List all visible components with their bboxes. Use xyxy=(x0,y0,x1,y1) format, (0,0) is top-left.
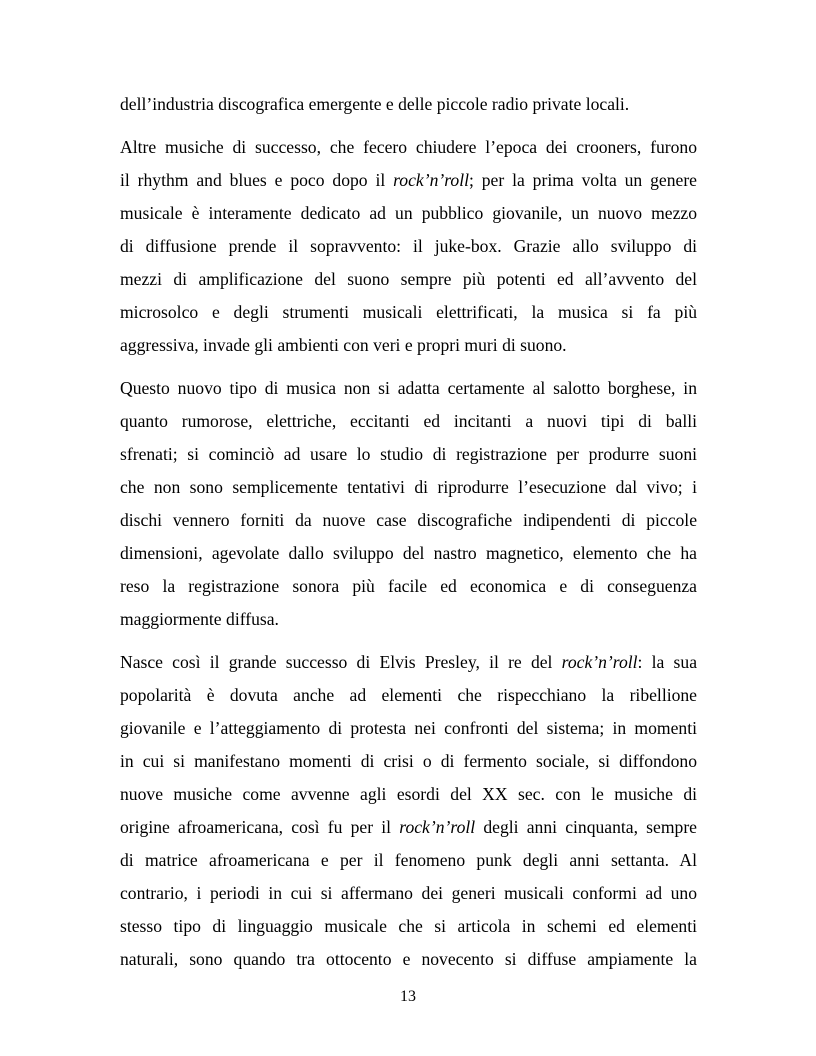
paragraph xyxy=(120,88,697,121)
text-line: dell’industria discografica emergente e delle piccole radio private locali. xyxy=(120,94,630,114)
text-line: microsolco e degli strumenti musicali elettrificati, la musica si fa più xyxy=(120,302,697,322)
text-line: quanto rumorose, elettriche, eccitanti ed incitanti a nuovi tipi di balli xyxy=(120,411,697,431)
text-line: in cui si manifestano momenti di crisi o di fermento sociale, si diffondono xyxy=(120,751,697,771)
italic-term: rock’n’roll xyxy=(561,652,638,672)
text-line: nuove musiche come avvenne agli esordi del XX sec. con le musiche di xyxy=(120,784,697,804)
text-line: dimensioni, agevolate dallo sviluppo del nastro magnetico, elemento che ha xyxy=(120,543,697,563)
text-line xyxy=(120,646,697,679)
text-line: popolarità è dovuta anche ad elementi che rispecchiano la ribellione xyxy=(120,685,697,705)
page-number: 13 xyxy=(400,988,416,1005)
text-line: aggressiva, invade gli ambienti con veri e propri muri di suono. xyxy=(120,335,567,355)
italic-term: rock’n’roll xyxy=(399,817,476,837)
paragraph xyxy=(120,372,697,636)
text-line: musicale è interamente dedicato ad un pubblico giovanile, un nuovo mezzo xyxy=(120,203,697,223)
text-run: Nasce così il grande successo di Elvis Presley, il re del xyxy=(120,652,562,672)
text-line: Questo nuovo tipo di musica non si adatta certamente al salotto borghese, in xyxy=(120,378,697,398)
document-body xyxy=(120,88,697,976)
text-run: : la sua xyxy=(637,652,697,672)
text-line: maggiormente diffusa. xyxy=(120,609,279,629)
text-line: stesso tipo di linguaggio musicale che si articola in schemi ed elementi xyxy=(120,916,697,936)
text-run: degli anni cinquanta, sempre xyxy=(475,817,697,837)
text-line: di matrice afroamericana e per il fenomeno punk degli anni settanta. Al xyxy=(120,850,697,870)
paragraph xyxy=(120,646,697,976)
text-line: mezzi di amplificazione del suono sempre più potenti ed all’avvento del xyxy=(120,269,697,289)
text-line xyxy=(120,811,697,844)
paragraph xyxy=(120,131,697,362)
text-run: il rhythm and blues e poco dopo il xyxy=(120,170,394,190)
text-run: ; per la prima volta un genere xyxy=(469,170,697,190)
text-line: sfrenati; si cominciò ad usare lo studio di registrazione per produrre suoni xyxy=(120,444,697,464)
text-line: Altre musiche di successo, che fecero chiudere l’epoca dei crooners, furono xyxy=(120,137,697,157)
text-line: naturali, sono quando tra ottocento e novecento si diffuse ampiamente la xyxy=(120,949,697,969)
italic-term: rock’n’roll xyxy=(393,170,469,190)
text-line: contrario, i periodi in cui si affermano dei generi musicali conformi ad uno xyxy=(120,883,697,903)
text-line: dischi vennero forniti da nuove case discografiche indipendenti di piccole xyxy=(120,510,697,530)
text-line xyxy=(120,164,697,197)
text-line: reso la registrazione sonora più facile ed economica e di conseguenza xyxy=(120,576,697,596)
text-run: origine afroamericana, così fu per il xyxy=(120,817,400,837)
text-line: che non sono semplicemente tentativi di riprodurre l’esecuzione dal vivo; i xyxy=(120,477,697,497)
text-line: di diffusione prende il sopravvento: il juke-box. Grazie allo sviluppo di xyxy=(120,236,697,256)
text-line: giovanile e l’atteggiamento di protesta nei confronti del sistema; in momenti xyxy=(120,718,697,738)
